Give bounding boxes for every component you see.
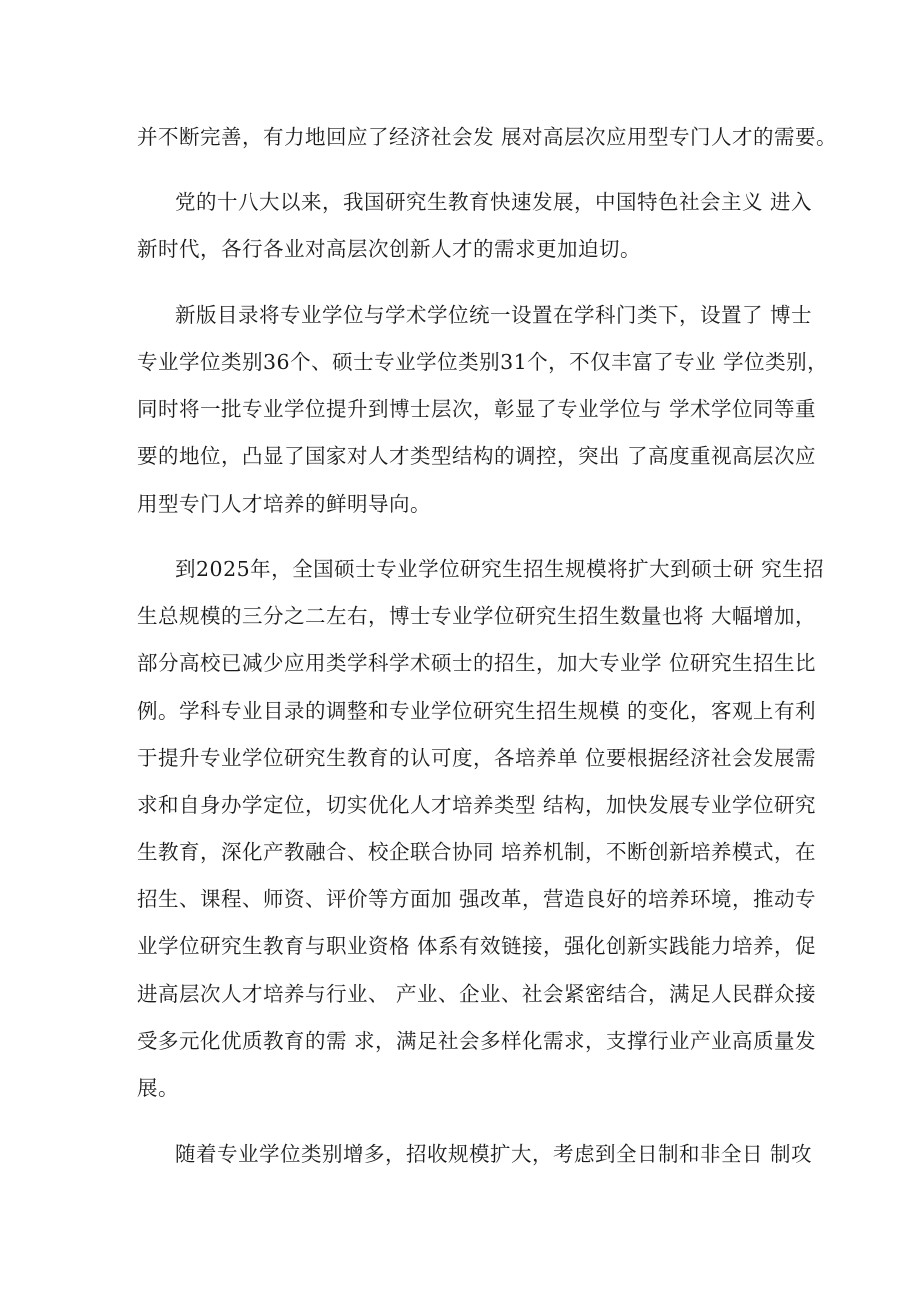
paragraph-3-line-4: 要的地位，凸显了国家对人才类型结构的调控，突出 了高度重视高层次应 xyxy=(137,444,817,468)
paragraph-2-line-2: 新时代，各行各业对高层次创新人才的需求更加迫切。 xyxy=(137,237,641,261)
paragraph-4-line-2: 生总规模的三分之二左右，博士专业学位研究生招生数量也将 大幅增加， xyxy=(137,604,817,628)
paragraph-4-line-5: 于提升专业学位研究生教育的认可度，各培养单 位要根据经济社会发展需 xyxy=(137,746,817,770)
paragraph-4-line-3: 部分高校已减少应用类学科学术硕士的招生，加大专业学 位研究生招生比 xyxy=(137,651,817,675)
paragraph-2-line-1: 党的十八大以来，我国研究生教育快速发展，中国特色社会主义 进入 xyxy=(175,190,813,214)
paragraph-3-line-1: 新版目录将专业学位与学术学位统一设置在学科门类下，设置了 博士 xyxy=(175,303,813,327)
paragraph-4-line-6: 求和自身办学定位，切实优化人才培养类型 结构，加快发展专业学位研究 xyxy=(137,793,817,817)
paragraph-4-line-1: 到2025年，全国硕士专业学位研究生招生规模将扩大到硕士研 究生招 xyxy=(175,557,825,581)
paragraph-5-line-1: 随着专业学位类别增多，招收规模扩大，考虑到全日制和非全日 制攻 xyxy=(175,1142,813,1166)
paragraph-4-line-4: 例。学科专业目录的调整和专业学位研究生招生规模 的变化，客观上有利 xyxy=(137,699,817,723)
paragraph-4-line-11: 受多元化优质教育的需 求，满足社会多样化需求，支撑行业产业高质量发 xyxy=(137,1029,817,1053)
paragraph-3-line-3: 同时将一批专业学位提升到博士层次，彰显了专业学位与 学术学位同等重 xyxy=(137,397,817,421)
paragraph-1-line-1: 并不断完善，有力地回应了经济社会发 展对高层次应用型专门人才的需要。 xyxy=(137,125,838,149)
paragraph-4-line-10: 进高层次人才培养与行业、 产业、企业、社会紧密结合，满足人民群众接 xyxy=(137,982,817,1006)
paragraph-4-line-7: 生教育，深化产教融合、校企联合协同 培养机制，不断创新培养模式，在 xyxy=(137,840,817,864)
paragraph-4-line-12: 展。 xyxy=(137,1076,179,1100)
paragraph-4-line-8: 招生、课程、师资、评价等方面加 强改革，营造良好的培养环境，推动专 xyxy=(137,887,817,911)
paragraph-4-line-9: 业学位研究生教育与职业资格 体系有效链接，强化创新实践能力培养，促 xyxy=(137,934,817,958)
paragraph-3-line-5: 用型专门人才培养的鲜明导向。 xyxy=(137,492,431,516)
paragraph-3-line-2: 专业学位类别36个、硕士专业学位类别31个，不仅丰富了专业 学位类别， xyxy=(137,350,829,374)
